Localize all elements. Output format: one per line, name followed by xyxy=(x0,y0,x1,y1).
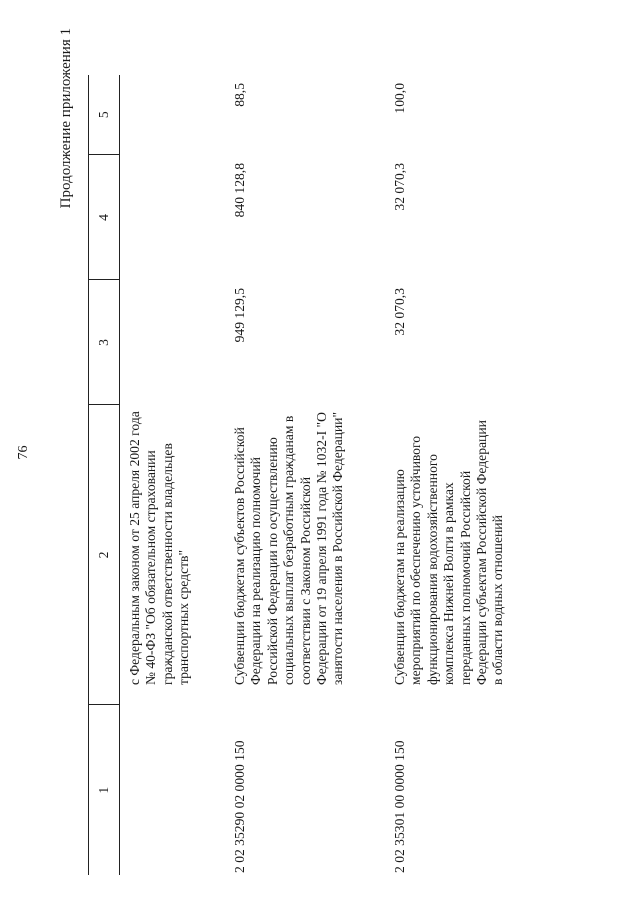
value-cell-col4: 840 128,8 xyxy=(232,163,247,218)
table-row xyxy=(225,75,384,875)
column-header-5: 5 xyxy=(89,75,120,155)
description-cell: Субвенции бюджетам субъектов Российской Федерации на реализацию полномочий Российской Федерации по осуществлению социальных выплат безработным гражданам в соответствии с Законом Российской Федерации от 19 апреля 1991 года № 1032-I "О занятости населения в Российской Федерации" xyxy=(232,412,346,685)
continuation-label: Продолжение приложения 1 xyxy=(58,28,74,209)
value-cell-col4 xyxy=(120,155,226,280)
column-header-1: 1 xyxy=(89,705,120,875)
value-cell-col3: 949 129,5 xyxy=(232,288,247,343)
column-header-3: 3 xyxy=(89,280,120,405)
budget-code-cell: 2 02 35301 00 0000 150 xyxy=(392,740,407,873)
value-cell-col3: 32 070,3 xyxy=(392,288,407,336)
table-row xyxy=(120,75,226,875)
value-cell-col4: 32 070,3 xyxy=(392,163,407,211)
budget-code-cell xyxy=(120,705,226,875)
budget-code-cell: 2 02 35290 02 0000 150 xyxy=(232,740,247,873)
value-cell-col3 xyxy=(120,280,226,405)
value-cell-col5: 100,0 xyxy=(392,83,407,114)
value-cell-col5 xyxy=(120,75,226,155)
value-cell-col5: 88,5 xyxy=(232,83,247,107)
column-header-2: 2 xyxy=(89,405,120,705)
page-number: 76 xyxy=(16,445,31,460)
table-header-row xyxy=(89,75,120,875)
budget-table xyxy=(88,75,522,875)
table-row xyxy=(384,75,522,875)
description-cell: Субвенции бюджетам на реализацию мероприятий по обеспечению устойчивого функционирования водохозяйственного комплекса Нижней Волги в рамках переданных полномочий Российской Федерации субъектам Российской Федерации в области водных отношений xyxy=(392,420,506,685)
description-cell: с Федеральным законом от 25 апреля 2002 года № 40-ФЗ "Об обязательном страховании гражданской ответственности владельцев транспортных средств" xyxy=(127,411,192,685)
column-header-4: 4 xyxy=(89,155,120,280)
